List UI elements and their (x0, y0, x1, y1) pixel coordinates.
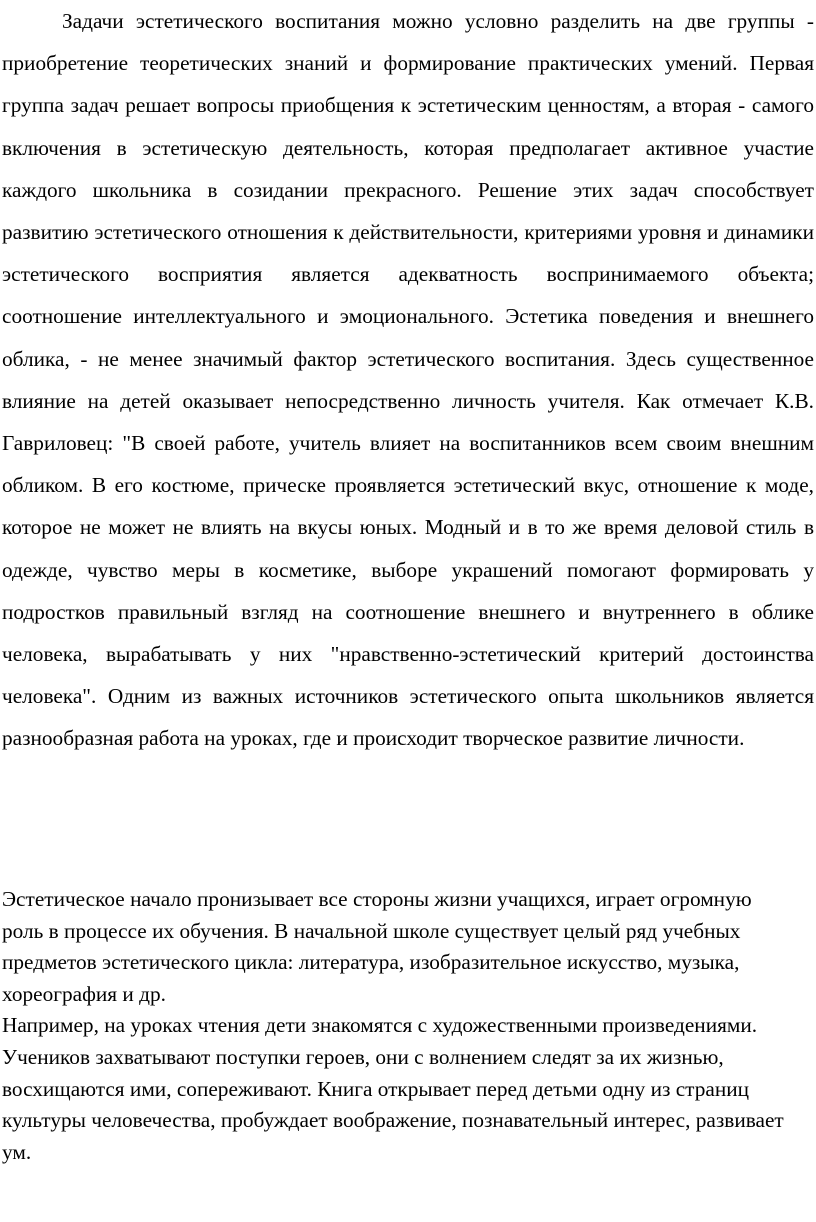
paragraph-aesthetic-education-tasks: Задачи эстетического воспитания можно условно разделить на две группы - приобретение теоретических знаний и формирование практических умений. Первая группа задач решает вопросы приобщения к эстетическим ценностям, а вторая - самого включения в эстетическую деятельность, которая предполагает активное участие каждого школьника в созидании прекрасного. Решение этих задач способствует развитию эстетического отношения к действительности, критериями уровня и динамики эстетического восприятия является адекватность воспринимаемого объекта; соотношение интеллектуального и эмоционального. Эстетика поведения и внешнего облика, - не менее значимый фактор эстетического воспитания. Здесь существенное влияние на детей оказывает непосредственно личность учителя. Как отмечает К.В. Гавриловец: "В своей работе, учитель влияет на воспитанников всем своим внешним обликом. В его костюме, прическе проявляется эстетический вкус, отношение к моде, которое не может не влиять на вкусы юных. Модный и в то же время деловой стиль в одежде, чувство меры в косметике, выборе украшений помогают формировать у подростков правильный взгляд на соотношение внешнего и внутреннего в облике человека, вырабатывать у них "нравственно-эстетический критерий достоинства человека". Одним из важных источников эстетического опыта школьников является разнообразная работа на уроках, где и происходит творческое развитие личности. (2, 9, 814, 751)
paragraph-reading-lessons: Например, на уроках чтения дети знакомятся с художественными произведениями. Учеников захватывают поступки героев, они с волнением следят за их жизнью, восхищаются ими, сопереживают. Книга открывает перед детьми одну из страниц культуры человечества, пробуждает воображение, познавательный интерес, развивает ум. (2, 1013, 784, 1164)
text-block-aesthetic-beginning (2, 884, 792, 1168)
paragraph-aesthetic-beginning: Эстетическое начало пронизывает все стороны жизни учащихся, играет огромную роль в процессе их обучения. В начальной школе существует целый ряд учебных предметов эстетического цикла: литература, изобразительное искусство, музыка, хореография и др. (2, 887, 752, 1006)
